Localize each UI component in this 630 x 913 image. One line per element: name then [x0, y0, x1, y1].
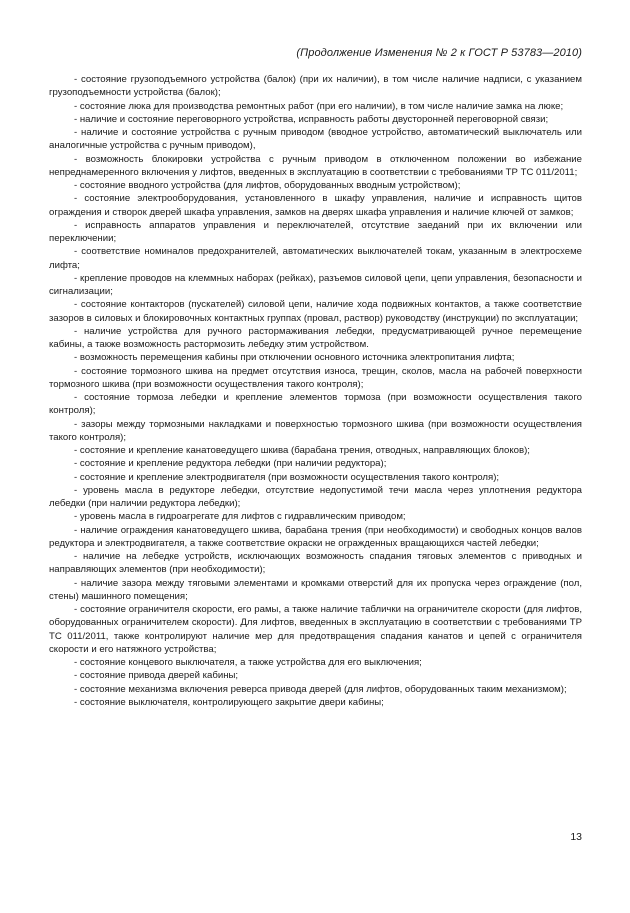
- paragraph: - состояние контакторов (пускателей) силовой цепи, наличие хода подвижных контактов, а также соответствие зазоров в силовых и блокировочных контактных группах (провал, раствор) руководству (инструкции) по эксплуатации;: [49, 299, 582, 324]
- paragraph: - состояние грузоподъемного устройства (балок) (при их наличии), в том числе наличие надписи, с указанием грузоподъемности устройства (балок);: [49, 74, 582, 99]
- paragraph: - наличие зазора между тяговыми элементами и кромками отверстий для их пропуска через ограждение (пол, стены) машинного помещения;: [49, 577, 582, 602]
- paragraph: - состояние ограничителя скорости, его рамы, а также наличие таблички на ограничителе скорости (для лифтов, оборудованных ограничителем скорости). Для лифтов, введенных в эксплуатацию в соответствии с требованиями ТР ТС 011/2011, также контролируют наличие мер для предотвращения спадания канатов и цепей с ограничителя скорости и его натяжного устройства;: [49, 604, 582, 655]
- paragraph: - наличие и состояние устройства с ручным приводом (вводное устройство, автоматический выключатель или аналогичные устройства с ручным приводом),: [49, 127, 582, 152]
- paragraph: - наличие на лебедке устройств, исключающих возможность спадания тяговых элементов с приводных и направляющих элементов (при необходимости);: [49, 551, 582, 576]
- body-text: [49, 73, 582, 709]
- page-number: 13: [570, 831, 582, 843]
- paragraph: - состояние люка для производства ремонтных работ (при его наличии), в том числе наличие замка на люке;: [74, 100, 564, 112]
- paragraph: - возможность перемещения кабины при отключении основного источника электропитания лифта;: [74, 352, 515, 364]
- paragraph: - наличие и состояние переговорного устройства, исправность работы двусторонней переговорной связи;: [74, 113, 549, 125]
- paragraph: - наличие ограждения канатоведущего шкива, барабана трения (при необходимости) и свободных концов валов редуктора и электродвигателя, а также соответствие окраски не огражденных вращающихся частей лебедки;: [49, 524, 582, 549]
- paragraph: - уровень масла в гидроагрегате для лифтов с гидравлическим приводом;: [74, 511, 406, 523]
- paragraph: - уровень масла в редукторе лебедки, отсутствие недопустимой течи масла через уплотнения редуктора лебедки (при наличии редуктора лебедки);: [49, 484, 582, 509]
- paragraph: - состояние механизма включения реверса привода дверей (для лифтов, оборудованных таким механизмом);: [74, 683, 567, 695]
- paragraph: - состояние вводного устройства (для лифтов, оборудованных вводным устройством);: [74, 180, 461, 191]
- paragraph: - состояние выключателя, контролирующего закрытие двери кабины;: [74, 696, 384, 708]
- paragraph: - наличие устройства для ручного растормаживания лебедки, предусматривающей ручное перемещение кабины, а также возможность растормозить лебедку этим устройством.: [49, 325, 582, 350]
- paragraph: - зазоры между тормозными накладками и поверхностью тормозного шкива (при возможности осуществления такого контроля);: [49, 418, 582, 443]
- paragraph: - состояние и крепление редуктора лебедки (при наличии редуктора);: [74, 458, 387, 470]
- paragraph: - возможность блокировки устройства с ручным приводом в отключенном положении во избежание непреднамеренного включения у лифтов, введенных в эксплуатацию в соответствии с требованиями ТР ТС 011/2011;: [49, 153, 582, 178]
- paragraph: - состояние электрооборудования, установленного в шкафу управления, наличие и исправность щитов ограждения и створок дверей шкафа управления, замков на дверях шкафа управления и наличие ключей от замков;: [49, 193, 582, 218]
- paragraph: - состояние и крепление электродвигателя (при возможности осуществления такого контроля);: [74, 471, 500, 483]
- paragraph: - состояние тормоза лебедки и крепление элементов тормоза (при возможности осуществления такого контроля);: [49, 392, 582, 417]
- paragraph: - состояние привода дверей кабины;: [74, 670, 239, 682]
- paragraph: - исправность аппаратов управления и переключателей, отсутствие заеданий при их включении или переключении;: [49, 219, 582, 244]
- paragraph: - состояние тормозного шкива на предмет отсутствия износа, трещин, сколов, масла на рабочей поверхности тормозного шкива (при возможности осуществления такого контроля);: [49, 365, 582, 390]
- running-header: (Продолжение Изменения № 2 к ГОСТ Р 53783—2010): [296, 47, 582, 59]
- paragraph: - состояние концевого выключателя, а также устройства для его выключения;: [74, 657, 422, 668]
- paragraph: - крепление проводов на клеммных наборах (рейках), разъемов силовой цепи, цепи управления, безопасности и сигнализации;: [49, 272, 582, 297]
- paragraph: - состояние и крепление канатоведущего шкива (барабана трения, отводных, направляющих блоков);: [74, 445, 530, 456]
- paragraph: - соответствие номиналов предохранителей, автоматических выключателей токам, указанным в электросхеме лифта;: [49, 246, 582, 271]
